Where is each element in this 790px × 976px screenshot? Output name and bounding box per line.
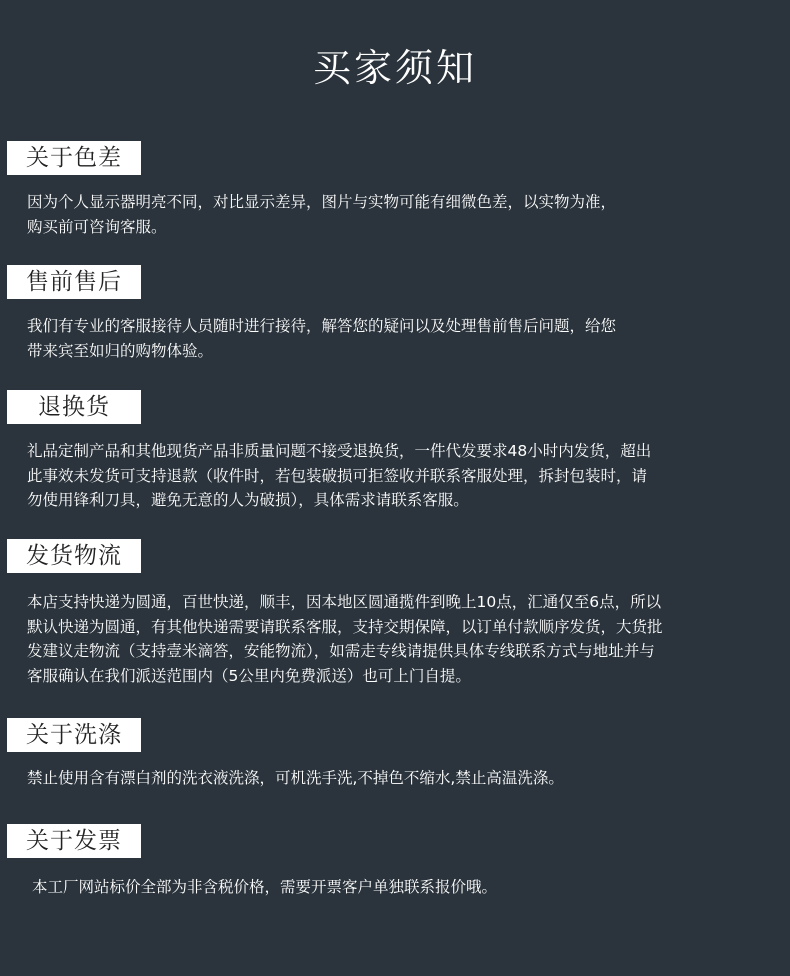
section-body-color-difference [27, 190, 767, 239]
section-body-washing [27, 766, 767, 791]
section-label-shipping: 发货物流 [7, 539, 141, 573]
text-line: 因为个人显示器明亮不同，对比显示差异，图片与实物可能有细微色差，以实物为准， [27, 193, 617, 211]
section-body-returns [27, 439, 767, 513]
text-line: 默认快递为圆通，有其他快递需要请联系客服，支持交期保障，以订单付款顺序发货，大货批 [27, 617, 663, 636]
section-body-shipping [27, 590, 767, 688]
text-line: 本工厂网站标价全部为非含税价格，需要开票客户单独联系报价哦。 [32, 878, 498, 896]
section-label-color-difference: 关于色差 [7, 141, 141, 175]
text-line: 禁止使用含有漂白剂的洗衣液洗涤，可机洗手洗,不掉色不缩水,禁止高温洗涤。 [27, 769, 564, 787]
text-line: 礼品定制产品和其他现货产品非质量问题不接受退换货，一件代发要求48小时内发货，超出 [27, 442, 652, 460]
section-label-returns: 退换货 [7, 390, 141, 424]
section-label-washing: 关于洗涤 [7, 718, 141, 752]
section-body-pre-after-sales [27, 314, 767, 363]
text-line: 我们有专业的客服接待人员随时进行接待，解答您的疑问以及处理售前售后问题，给您 [27, 317, 617, 335]
text-line: 发建议走物流（支持壹米滴答，安能物流），如需走专线请提供具体专线联系方式与地址并与 [27, 642, 655, 660]
text-line: 勿使用锋利刀具，避免无意的人为破损），具体需求请联系客服。 [27, 491, 469, 509]
page-title: 买家须知 [312, 46, 477, 90]
section-label-invoice: 关于发票 [7, 824, 141, 858]
text-line: 本店支持快递为圆通，百世快递，顺丰，因本地区圆通揽件到晚上10点，汇通仅至6点，所以 [27, 593, 662, 611]
text-line: 此事效未发货可支持退款（收件时，若包装破损可拒签收并联系客服处理，拆封包装时，请 [27, 466, 648, 485]
section-body-invoice [32, 875, 772, 900]
text-line: 客服确认在我们派送范围内（5公里内免费派送）也可上门自提。 [27, 666, 471, 685]
text-line: 带来宾至如归的购物体验。 [27, 341, 214, 360]
section-label-pre-after-sales: 售前售后 [7, 265, 141, 299]
text-line: 购买前可咨询客服。 [27, 217, 167, 236]
